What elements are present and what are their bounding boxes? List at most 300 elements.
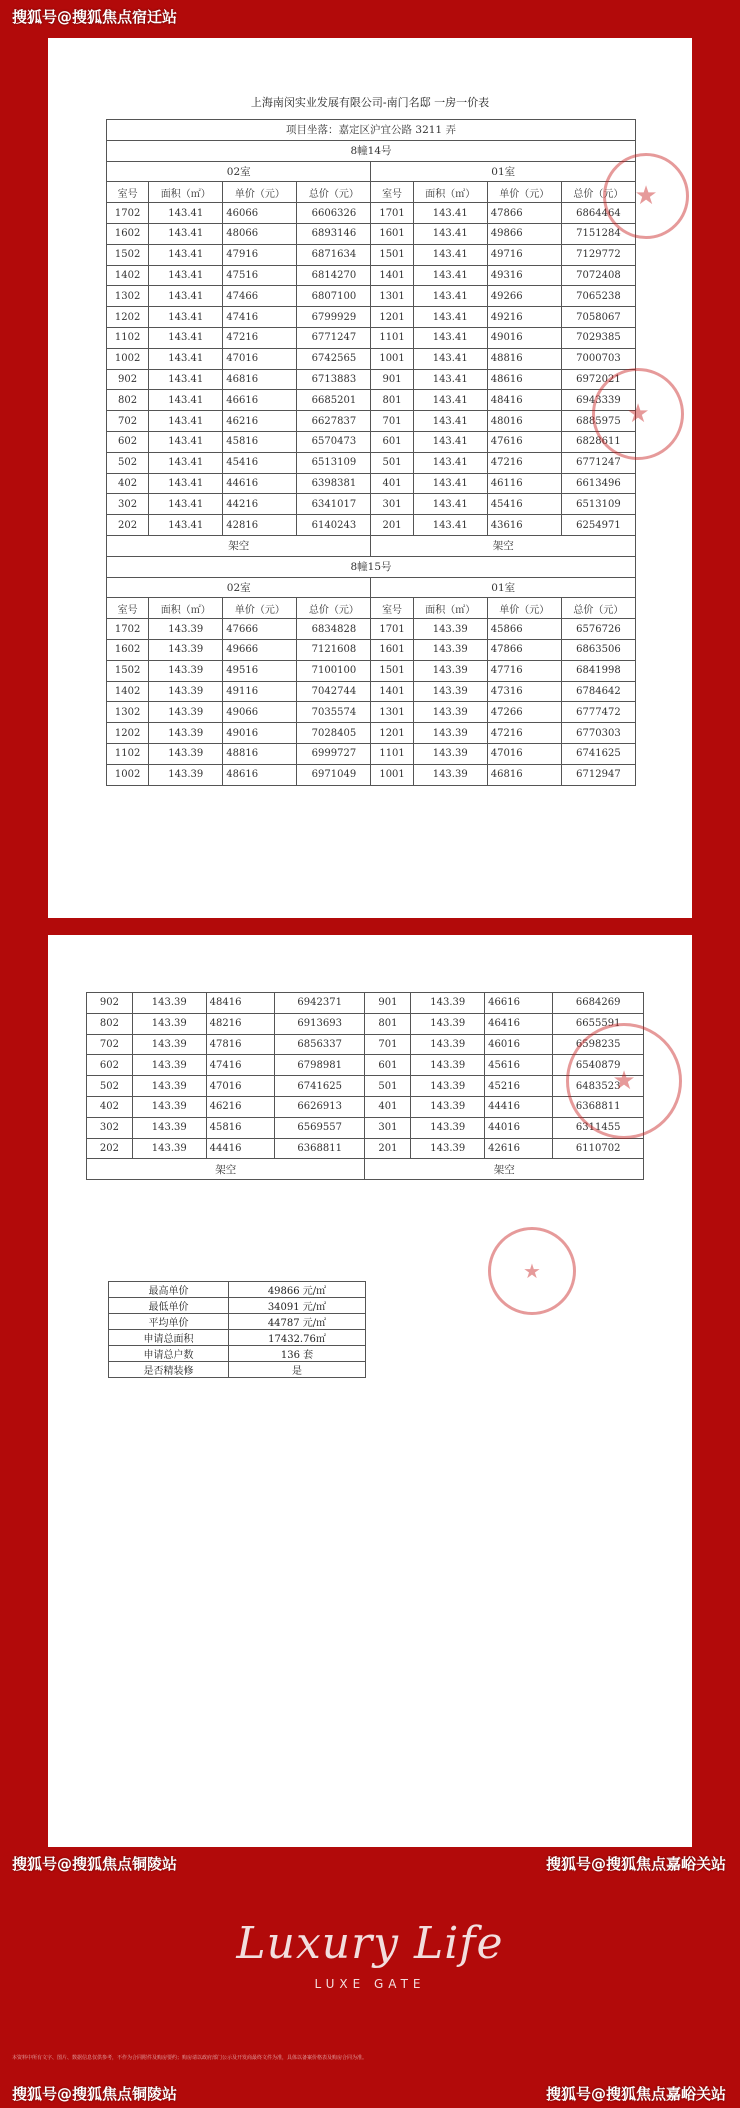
table-cell: 1002: [107, 764, 149, 785]
table-row: [107, 223, 636, 244]
watermark-top-left: 搜狐号@搜狐焦点宿迁站: [12, 8, 178, 26]
table-row: [107, 244, 636, 265]
table-cell: 143.41: [149, 494, 223, 515]
table-cell: 801: [365, 1013, 411, 1034]
table-cell: 143.41: [149, 223, 223, 244]
table-cell: 701: [365, 1034, 411, 1055]
table-cell: 47916: [223, 244, 297, 265]
table-cell: 143.41: [149, 265, 223, 286]
table-cell: 6110702: [553, 1138, 644, 1159]
table-cell: 47216: [487, 723, 561, 744]
table-cell: 1402: [107, 681, 149, 702]
table-row: [107, 681, 636, 702]
watermark-bottom-left: 搜狐号@搜狐焦点铜陵站: [12, 2085, 178, 2103]
table-cell: 6913693: [274, 1013, 365, 1034]
table-cell: 7072408: [561, 265, 635, 286]
table-row: [87, 993, 644, 1014]
table-cell: 47416: [206, 1055, 274, 1076]
table-cell: 7028405: [297, 723, 371, 744]
table-cell: 6398381: [297, 473, 371, 494]
table-cell: 143.41: [413, 494, 487, 515]
table-cell: 7042744: [297, 681, 371, 702]
table-cell: 6712947: [561, 764, 635, 785]
table-cell: 143.39: [149, 764, 223, 785]
table-cell: 602: [87, 1055, 133, 1076]
table-cell: 1202: [107, 723, 149, 744]
table-cell: 48616: [487, 369, 561, 390]
table-cell: 7129772: [561, 244, 635, 265]
table-cell: 1701: [371, 619, 413, 640]
watermark-bottom-right: 搜狐号@搜狐焦点嘉峪关站: [545, 2085, 726, 2103]
table-cell: 143.39: [413, 764, 487, 785]
table-cell: 47016: [487, 743, 561, 764]
table-cell: 1601: [371, 639, 413, 660]
table-cell: 6770303: [561, 723, 635, 744]
table-cell: 143.41: [413, 348, 487, 369]
table-cell: 143.39: [413, 723, 487, 744]
table-cell: 6598235: [553, 1034, 644, 1055]
table-cell: 302: [87, 1117, 133, 1138]
column-header: 总价（元）: [297, 182, 371, 203]
table-cell: 143.41: [149, 327, 223, 348]
table-cell: 143.41: [413, 307, 487, 328]
table-row: [107, 639, 636, 660]
table-cell: 6627837: [297, 411, 371, 432]
table-cell: 1401: [371, 265, 413, 286]
summary-label: 平均单价: [109, 1314, 229, 1330]
table-cell: 48816: [223, 743, 297, 764]
summary-row: [109, 1282, 366, 1298]
table-cell: 1502: [107, 244, 149, 265]
table-cell: 49316: [487, 265, 561, 286]
summary-value: 是: [228, 1362, 365, 1378]
table-cell: 1401: [371, 681, 413, 702]
table-cell: 46816: [223, 369, 297, 390]
watermark-mid-left: 搜狐号@搜狐焦点铜陵站: [12, 1855, 178, 1873]
table-cell: 46016: [485, 1034, 553, 1055]
table-cell: 47866: [487, 203, 561, 224]
table-cell: 143.39: [132, 993, 206, 1014]
table-cell: 6771247: [297, 327, 371, 348]
stilt-floor-row: [107, 535, 636, 556]
column-header: 室号: [371, 182, 413, 203]
table-cell: 302: [107, 494, 149, 515]
table-cell: 143.41: [413, 327, 487, 348]
table-cell: 301: [371, 494, 413, 515]
table-cell: 6606326: [297, 203, 371, 224]
watermark-mid-right: 搜狐号@搜狐焦点嘉峪关站: [545, 1855, 726, 1873]
table-cell: 143.41: [149, 473, 223, 494]
room-label: 01室: [371, 577, 636, 598]
table-cell: 702: [87, 1034, 133, 1055]
summary-label: 最低单价: [109, 1298, 229, 1314]
column-header: 面积（㎡）: [413, 182, 487, 203]
table-cell: 143.39: [132, 1138, 206, 1159]
table-cell: 44416: [485, 1096, 553, 1117]
table-cell: 201: [365, 1138, 411, 1159]
table-cell: 1101: [371, 743, 413, 764]
summary-value: 44787 元/㎡: [228, 1314, 365, 1330]
table-cell: 902: [87, 993, 133, 1014]
table-cell: 1201: [371, 723, 413, 744]
summary-row: [109, 1362, 366, 1378]
table-cell: 202: [107, 515, 149, 536]
table-cell: 6742565: [297, 348, 371, 369]
table-cell: 143.39: [411, 1076, 485, 1097]
table-row: [87, 1013, 644, 1034]
stilt-floor-label: 架空: [365, 1159, 644, 1180]
table-row: [107, 431, 636, 452]
table-cell: 48616: [223, 764, 297, 785]
table-cell: 143.41: [149, 515, 223, 536]
table-cell: 6341017: [297, 494, 371, 515]
table-cell: 143.41: [413, 203, 487, 224]
table-cell: 143.41: [149, 286, 223, 307]
table-cell: 6513109: [561, 494, 635, 515]
table-row: [107, 307, 636, 328]
table-cell: 143.39: [149, 681, 223, 702]
column-header: 总价（元）: [561, 598, 635, 619]
table-cell: 1302: [107, 286, 149, 307]
table-cell: 7000703: [561, 348, 635, 369]
table-cell: 143.41: [149, 431, 223, 452]
table-cell: 45216: [485, 1076, 553, 1097]
table-cell: 1102: [107, 743, 149, 764]
summary-value: 49866 元/㎡: [228, 1282, 365, 1298]
table-cell: 49116: [223, 681, 297, 702]
address-row: [107, 120, 636, 141]
stilt-floor-label: 架空: [107, 535, 371, 556]
table-cell: 44016: [485, 1117, 553, 1138]
table-cell: 6684269: [553, 993, 644, 1014]
table-cell: 143.41: [149, 244, 223, 265]
summary-label: 申请总户数: [109, 1346, 229, 1362]
table-cell: 1001: [371, 348, 413, 369]
table-cell: 143.41: [413, 515, 487, 536]
table-cell: 45816: [206, 1117, 274, 1138]
table-cell: 143.41: [413, 411, 487, 432]
table-cell: 1602: [107, 639, 149, 660]
table-cell: 6254971: [561, 515, 635, 536]
table-cell: 49266: [487, 286, 561, 307]
table-cell: 6513109: [297, 452, 371, 473]
table-cell: 143.39: [149, 723, 223, 744]
table-cell: 45416: [487, 494, 561, 515]
table-cell: 6784642: [561, 681, 635, 702]
table-cell: 143.39: [413, 619, 487, 640]
table-cell: 601: [371, 431, 413, 452]
table-cell: 802: [107, 390, 149, 411]
table-cell: 143.39: [411, 993, 485, 1014]
summary-value: 136 套: [228, 1346, 365, 1362]
table-cell: 47466: [223, 286, 297, 307]
table-row: [107, 369, 636, 390]
table-cell: 143.39: [411, 1117, 485, 1138]
table-cell: 6943339: [561, 390, 635, 411]
table-cell: 402: [107, 473, 149, 494]
table-row: [107, 473, 636, 494]
table-cell: 6863506: [561, 639, 635, 660]
table-cell: 47216: [223, 327, 297, 348]
table-cell: 6741625: [561, 743, 635, 764]
table-cell: 501: [365, 1076, 411, 1097]
table-cell: 6807100: [297, 286, 371, 307]
table-cell: 47416: [223, 307, 297, 328]
table-row: [87, 1055, 644, 1076]
table-cell: 49016: [223, 723, 297, 744]
stilt-floor-label: 架空: [371, 535, 636, 556]
column-header: 面积（㎡）: [149, 598, 223, 619]
room-label: 02室: [107, 577, 371, 598]
table-cell: 143.41: [149, 390, 223, 411]
table-cell: 143.39: [411, 1013, 485, 1034]
table-cell: 6140243: [297, 515, 371, 536]
table-cell: 143.41: [149, 369, 223, 390]
table-row: [107, 660, 636, 681]
document-title: 上海南闵实业发展有限公司-南门名邸 一房一价表: [250, 96, 490, 109]
table-cell: 143.39: [411, 1138, 485, 1159]
table-cell: 1301: [371, 286, 413, 307]
column-header: 单价（元）: [487, 182, 561, 203]
summary-label: 最高单价: [109, 1282, 229, 1298]
brand-subtitle: LUXE GATE: [314, 1977, 426, 1991]
table-row: [107, 515, 636, 536]
table-cell: 1101: [371, 327, 413, 348]
table-cell: 143.39: [411, 1055, 485, 1076]
table-cell: 6856337: [274, 1034, 365, 1055]
table-cell: 6885975: [561, 411, 635, 432]
table-row: [107, 348, 636, 369]
table-row: [107, 411, 636, 432]
table-row: [107, 452, 636, 473]
company-stamp: [566, 1023, 682, 1139]
table-cell: 143.39: [413, 743, 487, 764]
table-cell: 45866: [487, 619, 561, 640]
table-cell: 42816: [223, 515, 297, 536]
table-cell: 401: [365, 1096, 411, 1117]
summary-label: 是否精装修: [109, 1362, 229, 1378]
table-cell: 46816: [487, 764, 561, 785]
table-cell: 42616: [485, 1138, 553, 1159]
table-row: [107, 390, 636, 411]
summary-row: [109, 1330, 366, 1346]
table-cell: 49666: [223, 639, 297, 660]
table-cell: 7035574: [297, 702, 371, 723]
table-cell: 301: [365, 1117, 411, 1138]
room-header-row: [107, 161, 636, 182]
table-cell: 43616: [487, 515, 561, 536]
table-cell: 143.39: [411, 1034, 485, 1055]
table-cell: 143.41: [413, 431, 487, 452]
table-cell: 6871634: [297, 244, 371, 265]
table-cell: 6799929: [297, 307, 371, 328]
table-row: [107, 723, 636, 744]
table-cell: 1201: [371, 307, 413, 328]
table-cell: 143.39: [149, 743, 223, 764]
table-cell: 46116: [487, 473, 561, 494]
table-cell: 201: [371, 515, 413, 536]
column-header: 单价（元）: [223, 182, 297, 203]
table-cell: 47716: [487, 660, 561, 681]
footer-disclaimer: 本资料中所有文字、图片、数据信息仅供参考，不作为合同附件及购房要约；购房请以政府部门公示及开发商最终文件为准，具体以备案价格表及购房合同为准。: [12, 2055, 368, 2061]
table-cell: 6971049: [297, 764, 371, 785]
table-cell: 143.39: [411, 1096, 485, 1117]
table-cell: 47816: [206, 1034, 274, 1055]
column-header: 室号: [371, 598, 413, 619]
table-cell: 6841998: [561, 660, 635, 681]
summary-value: 34091 元/㎡: [228, 1298, 365, 1314]
table-cell: 1701: [371, 203, 413, 224]
column-header: 面积（㎡）: [149, 182, 223, 203]
table-cell: 7029385: [561, 327, 635, 348]
table-cell: 143.39: [413, 702, 487, 723]
table-row: [107, 743, 636, 764]
table-cell: 143.41: [413, 244, 487, 265]
table-cell: 49716: [487, 244, 561, 265]
table-cell: 6777472: [561, 702, 635, 723]
column-header-row: [107, 182, 636, 203]
table-cell: 6771247: [561, 452, 635, 473]
price-table-page-2: [86, 992, 644, 1180]
column-header: 室号: [107, 598, 149, 619]
table-cell: 702: [107, 411, 149, 432]
table-cell: 901: [371, 369, 413, 390]
column-header: 面积（㎡）: [413, 598, 487, 619]
table-cell: 143.39: [413, 681, 487, 702]
table-cell: 602: [107, 431, 149, 452]
table-cell: 6311455: [553, 1117, 644, 1138]
company-stamp: [603, 153, 689, 239]
table-cell: 6999727: [297, 743, 371, 764]
column-header-row: [107, 598, 636, 619]
table-cell: 143.39: [132, 1117, 206, 1138]
table-cell: 6798981: [274, 1055, 365, 1076]
column-header: 总价（元）: [297, 598, 371, 619]
stamp-star-icon: ★: [612, 1066, 636, 1096]
table-row: [107, 327, 636, 348]
table-cell: 7100100: [297, 660, 371, 681]
summary-row: [109, 1346, 366, 1362]
table-cell: 6483523: [553, 1076, 644, 1097]
table-row: [107, 764, 636, 785]
table-cell: 7121608: [297, 639, 371, 660]
table-cell: 401: [371, 473, 413, 494]
summary-row: [109, 1298, 366, 1314]
table-cell: 48016: [487, 411, 561, 432]
table-cell: 502: [87, 1076, 133, 1097]
stilt-floor-label: 架空: [87, 1159, 365, 1180]
table-cell: 47266: [487, 702, 561, 723]
table-row: [87, 1096, 644, 1117]
table-cell: 49516: [223, 660, 297, 681]
table-cell: 1702: [107, 619, 149, 640]
table-cell: 6893146: [297, 223, 371, 244]
table-cell: 1302: [107, 702, 149, 723]
table-cell: 143.41: [413, 390, 487, 411]
table-cell: 402: [87, 1096, 133, 1117]
stamp-star-icon: ★: [523, 1259, 541, 1283]
table-cell: 48216: [206, 1013, 274, 1034]
table-cell: 47866: [487, 639, 561, 660]
table-cell: 47666: [223, 619, 297, 640]
table-cell: 6655591: [553, 1013, 644, 1034]
table-row: [87, 1138, 644, 1159]
table-cell: 6626913: [274, 1096, 365, 1117]
company-stamp: [592, 368, 684, 460]
table-cell: 902: [107, 369, 149, 390]
table-cell: 143.39: [132, 1055, 206, 1076]
table-cell: 49016: [487, 327, 561, 348]
table-row: [107, 265, 636, 286]
table-cell: 143.41: [413, 223, 487, 244]
table-cell: 45416: [223, 452, 297, 473]
table-cell: 6814270: [297, 265, 371, 286]
table-row: [107, 494, 636, 515]
table-cell: 802: [87, 1013, 133, 1034]
table-cell: 6613496: [561, 473, 635, 494]
table-cell: 143.41: [149, 203, 223, 224]
column-header: 单价（元）: [487, 598, 561, 619]
table-cell: 6368811: [274, 1138, 365, 1159]
table-cell: 901: [365, 993, 411, 1014]
table-cell: 48066: [223, 223, 297, 244]
table-cell: 7065238: [561, 286, 635, 307]
column-header: 室号: [107, 182, 149, 203]
room-label: 02室: [107, 161, 371, 182]
table-cell: 6741625: [274, 1076, 365, 1097]
table-row: [107, 619, 636, 640]
table-row: [107, 203, 636, 224]
table-cell: 6828611: [561, 431, 635, 452]
table-cell: 1202: [107, 307, 149, 328]
table-cell: 1501: [371, 244, 413, 265]
table-cell: 501: [371, 452, 413, 473]
table-cell: 6713883: [297, 369, 371, 390]
summary-label: 申请总面积: [109, 1330, 229, 1346]
table-cell: 143.39: [413, 660, 487, 681]
table-cell: 143.39: [132, 1076, 206, 1097]
document-page-1: [48, 38, 692, 918]
building-header-row: [107, 140, 636, 161]
stilt-floor-row: [87, 1159, 644, 1180]
table-cell: 6368811: [553, 1096, 644, 1117]
table-row: [87, 1076, 644, 1097]
table-cell: 143.39: [149, 702, 223, 723]
table-cell: 701: [371, 411, 413, 432]
table-cell: 502: [107, 452, 149, 473]
table-cell: 46616: [485, 993, 553, 1014]
table-cell: 601: [365, 1055, 411, 1076]
table-cell: 46416: [485, 1013, 553, 1034]
table-cell: 45616: [485, 1055, 553, 1076]
table-cell: 46216: [206, 1096, 274, 1117]
table-cell: 6570473: [297, 431, 371, 452]
table-cell: 143.41: [413, 473, 487, 494]
price-table-page-1: [106, 119, 636, 786]
summary-value: 17432.76㎡: [228, 1330, 365, 1346]
table-cell: 48416: [206, 993, 274, 1014]
table-cell: 143.41: [413, 369, 487, 390]
table-cell: 1002: [107, 348, 149, 369]
table-cell: 6864464: [561, 203, 635, 224]
table-row: [107, 702, 636, 723]
table-cell: 49216: [487, 307, 561, 328]
table-cell: 1602: [107, 223, 149, 244]
table-cell: 44416: [206, 1138, 274, 1159]
table-cell: 1702: [107, 203, 149, 224]
table-cell: 1301: [371, 702, 413, 723]
table-cell: 143.41: [149, 348, 223, 369]
